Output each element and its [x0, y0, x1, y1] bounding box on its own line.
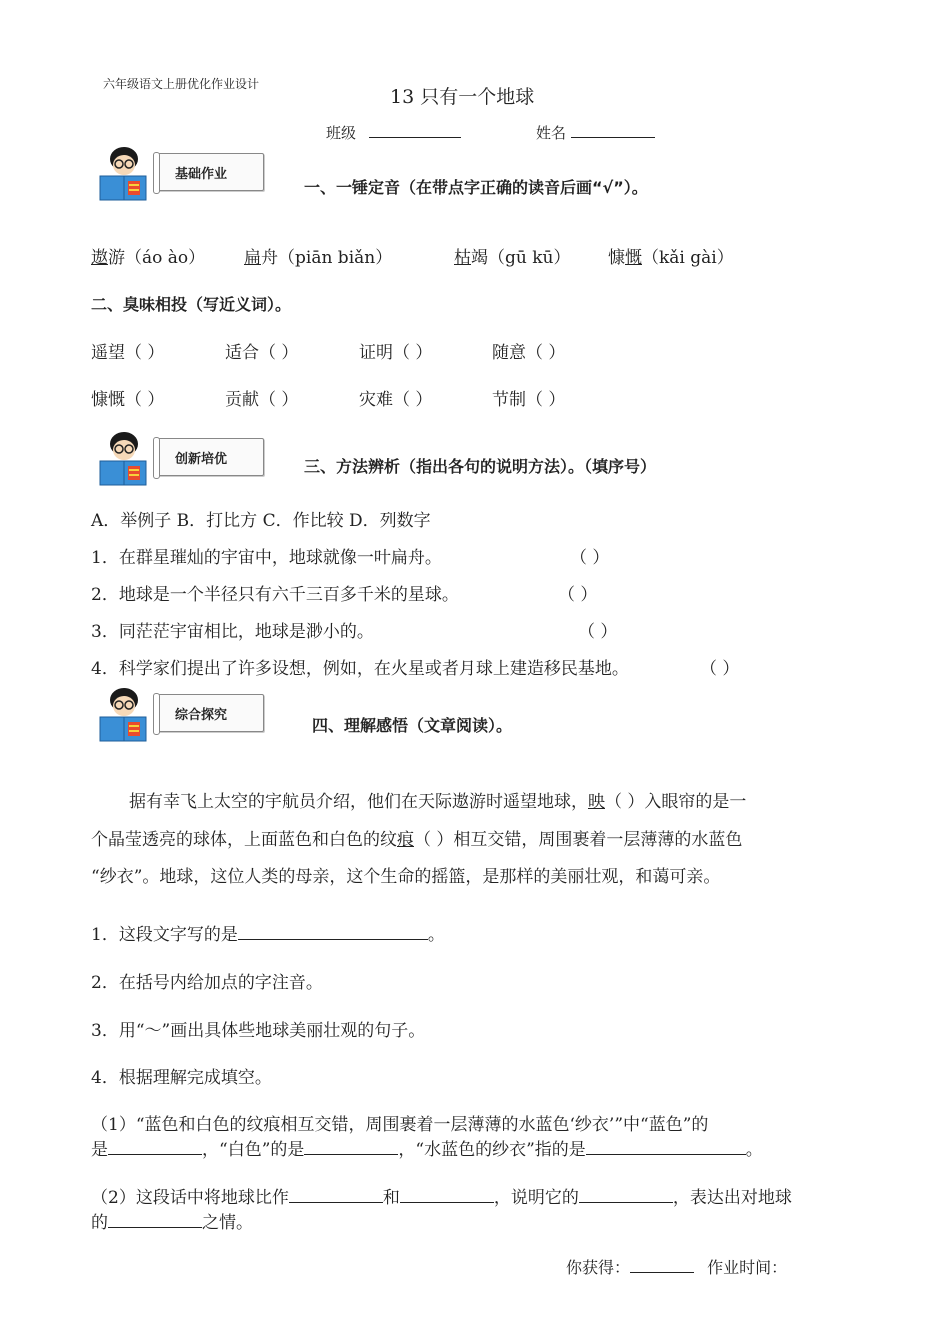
question-text: 是: [91, 1140, 108, 1160]
question-text: 之情。: [202, 1213, 253, 1233]
badge-explore: [98, 686, 298, 746]
answer-blank[interactable]: [108, 1227, 202, 1228]
dotted-char: 慨: [625, 248, 642, 268]
subquestion-2-line-2[interactable]: [91, 1208, 253, 1233]
passage-text: 据有幸飞上太空的宇航员介绍，他们在天际遨游时遥望地球，: [129, 792, 588, 812]
score-label: 你获得：: [566, 1258, 631, 1277]
reading-question-2: 2．在括号内给加点的字注音。: [91, 973, 323, 993]
dotted-char: 遨: [91, 248, 108, 268]
question-text: 的: [91, 1213, 108, 1233]
badge-label: 综合探究: [175, 708, 228, 723]
pinyin-item[interactable]: [454, 243, 571, 268]
subquestion-1-line-1: （1）“蓝色和白色的纹痕相互交错，周围裹着一层薄薄的水蓝色‘纱衣’”中“蓝色”的: [91, 1115, 709, 1135]
section2-heading: 二、臭味相投（写近义词）。: [91, 295, 292, 314]
question-text: ，“水蓝色的纱衣”指的是: [398, 1140, 586, 1160]
answer-blank[interactable]: [579, 1202, 673, 1203]
synonym-item[interactable]: 慷慨（ ）: [91, 390, 165, 410]
pinyin-options: （kǎi gài）: [642, 248, 734, 268]
pinyin-item[interactable]: [91, 243, 205, 268]
dotted-char: 映: [588, 792, 605, 812]
synonym-item[interactable]: 证明（ ）: [359, 343, 433, 363]
badge-innovation: [98, 430, 298, 490]
pinyin-item[interactable]: [244, 243, 392, 268]
question-text: 。: [427, 925, 445, 945]
question-4: 4．科学家们提出了许多设想，例如，在火星或者月球上建造移民基地。: [91, 659, 629, 679]
page-title: 13 只有一个地球: [390, 86, 535, 108]
answer-paren-2[interactable]: （ ）: [558, 585, 598, 605]
answer-blank[interactable]: [238, 939, 428, 940]
dotted-char: 痕: [397, 830, 414, 850]
synonym-item[interactable]: 节制（ ）: [492, 390, 566, 410]
question-text: （2）这段话中将地球比作: [91, 1188, 289, 1208]
badge-basic: [98, 145, 298, 205]
section1-heading: 一、一锤定音（在带点字正确的读音后画“√”）。: [304, 178, 648, 197]
badge-scroll: [156, 694, 264, 732]
method-options: A．举例子 B．打比方 C．作比较 D．列数字: [91, 511, 431, 531]
question-text: ，表达出对地球: [672, 1188, 792, 1208]
synonym-item[interactable]: 灾难（ ）: [359, 390, 433, 410]
passage-line-3: “纱衣”。地球，这位人类的母亲，这个生命的摇篮，是那样的美丽壮观，和蔼可亲。: [91, 867, 721, 887]
class-label: 班级: [326, 124, 357, 142]
question-text: 1．这段文字写的是: [91, 925, 238, 945]
passage-line-1: [129, 787, 746, 812]
badge-scroll: [156, 153, 264, 191]
name-label: 姓名: [536, 124, 567, 142]
question-text: 。: [745, 1140, 763, 1160]
subquestion-1-line-2[interactable]: [91, 1135, 763, 1160]
question-3: 3．同茫茫宇宙相比，地球是渺小的。: [91, 622, 374, 642]
footer[interactable]: [566, 1255, 787, 1278]
plain-char: 慷: [608, 248, 625, 268]
question-text: ，说明它的: [493, 1188, 579, 1208]
answer-paren-1[interactable]: （ ）: [570, 548, 610, 568]
dotted-char: 扁: [244, 248, 261, 268]
synonym-item[interactable]: 适合（ ）: [225, 343, 299, 363]
answer-blank[interactable]: [400, 1202, 494, 1203]
time-label: 作业时间：: [707, 1258, 788, 1277]
passage-text: （ ）入眼帘的是一: [605, 792, 747, 812]
answer-blank[interactable]: [289, 1202, 383, 1203]
badge-label: 基础作业: [175, 167, 228, 182]
passage-text: （ ）相互交错，周围裹着一层薄薄的水蓝色: [414, 830, 743, 850]
synonym-item[interactable]: 随意（ ）: [492, 343, 566, 363]
answer-paren-3[interactable]: （ ）: [578, 622, 618, 642]
dotted-char: 枯: [454, 248, 471, 268]
question-2: 2．地球是一个半径只有六千三百多千米的星球。: [91, 585, 459, 605]
class-blank[interactable]: [369, 137, 461, 138]
reader-boy-icon: [98, 686, 154, 746]
section4-heading: 四、理解感悟（文章阅读）。: [312, 716, 513, 735]
pinyin-item[interactable]: [608, 243, 734, 268]
question-text: ，“白色”的是: [202, 1140, 305, 1160]
section3-heading: 三、方法辨析（指出各句的说明方法）。（填序号）: [304, 457, 657, 476]
passage-text: 个晶莹透亮的球体，上面蓝色和白色的纹: [91, 830, 397, 850]
passage-line-2: [91, 825, 742, 850]
reader-boy-icon: [98, 145, 154, 205]
reader-boy-icon: [98, 430, 154, 490]
pinyin-options: 舟（piān biǎn）: [261, 248, 393, 268]
reading-question-4: 4．根据理解完成填空。: [91, 1068, 272, 1088]
synonym-item[interactable]: 遥望（ ）: [91, 343, 165, 363]
question-text: 和: [382, 1188, 400, 1208]
reading-question-1[interactable]: [91, 920, 445, 945]
name-field[interactable]: [536, 122, 655, 143]
badge-scroll: [156, 438, 264, 476]
reading-question-3: 3．用“～”画出具体些地球美丽壮观的句子。: [91, 1021, 426, 1041]
pinyin-options: 竭（gū kū）: [471, 248, 571, 268]
pinyin-options: 游（áo ào）: [108, 248, 206, 268]
header-subtitle: 六年级语文上册优化作业设计: [103, 77, 260, 91]
answer-paren-4[interactable]: （ ）: [700, 659, 740, 679]
question-1: 1．在群星璀灿的宇宙中，地球就像一叶扁舟。: [91, 548, 442, 568]
synonym-item[interactable]: 贡献（ ）: [225, 390, 299, 410]
badge-label: 创新培优: [175, 452, 228, 467]
answer-blank[interactable]: [586, 1154, 746, 1155]
answer-blank[interactable]: [108, 1154, 202, 1155]
answer-blank[interactable]: [304, 1154, 398, 1155]
name-blank[interactable]: [571, 137, 655, 138]
subquestion-2-line-1[interactable]: [91, 1183, 792, 1208]
class-field[interactable]: [326, 122, 461, 143]
score-blank[interactable]: [630, 1272, 694, 1273]
